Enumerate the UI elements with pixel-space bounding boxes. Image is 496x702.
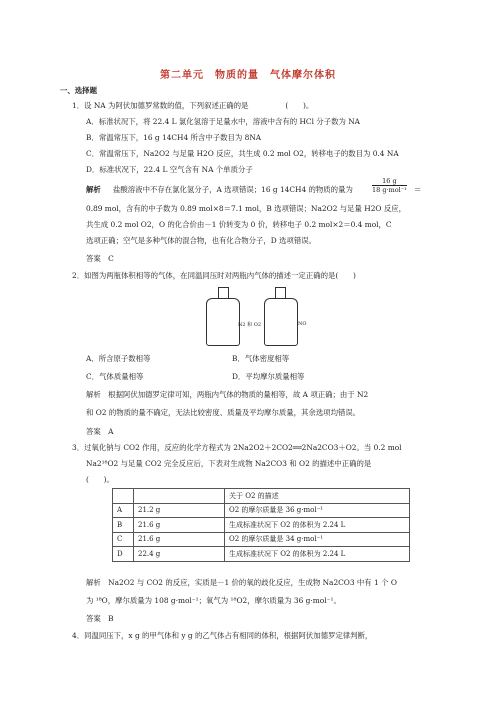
q2-explanation-2: 和 O2 的物质的量不确定，无法比较密度、质量及平均摩尔质量，其余选项均错误。 — [86, 408, 361, 417]
q2-answer: 答案 A — [86, 427, 114, 436]
table-header-row — [113, 489, 410, 504]
q1-explanation-1: 盐酸溶液中不存在氯化氢分子，A 选项错误；16 g 14CH4 的物质的量为 — [113, 185, 353, 194]
q2-option-b: B．气体密度相等 — [232, 354, 290, 363]
q3-options-table — [112, 488, 410, 562]
bottle-2-label: NO — [298, 321, 307, 327]
fraction-numerator: 16 g — [372, 177, 407, 186]
q1-fraction — [372, 177, 407, 194]
table-cell-o2-description: O2 的摩尔质量是 34 g·mol⁻¹ — [225, 532, 410, 547]
table-cell-option: C — [113, 532, 134, 547]
q2-option-a: A．所含原子数相等 — [86, 354, 151, 363]
page-title: 第二单元 物质的量 气体摩尔体积 — [160, 70, 336, 81]
table-cell-o2-description: 生成标准状况下 O2 的体积为 2.24 L — [225, 518, 410, 533]
table-cell-o2-description: 生成标准状况下 O2 的体积为 2.24 L — [225, 547, 410, 562]
table-cell-mass: 21.6 g — [134, 532, 225, 547]
q1-explanation-2: 0.89 mol，含有的中子数为 0.89 mol×8＝7.1 mol，B 选项错误；Na2O2 与足量 H2O 反应， — [86, 204, 406, 213]
q1-option-d: D．标准状况下，22.4 L 空气含有 NA 个单质分子 — [86, 165, 253, 174]
table-cell-option: D — [113, 547, 134, 562]
q1-explanation-3: 共生成 0.2 mol O2，O 的化合价由－1 价转变为 0 价，转移电子 0.2 mol×2＝0.4 mol，C — [86, 220, 392, 229]
q1-stem: 1．设 NA 为阿伏加德罗常数的值，下列叙述正确的是 ( )。 — [72, 101, 314, 110]
table-header-cell: 关于 O2 的描述 — [225, 489, 410, 504]
q3-stem-2: Na2¹⁸O2 与足量 CO2 完全反应后，下表对生成物 Na2CO3 和 O2 的描述中正确的是 — [86, 459, 372, 468]
bottle-1-label: N2 和 O2 — [238, 322, 262, 328]
table-row — [113, 503, 410, 518]
table-header-cell — [134, 489, 225, 504]
bottle-1 — [206, 298, 240, 346]
q3-answer: 答案 B — [86, 614, 114, 623]
table-row — [113, 518, 410, 533]
table-header-cell — [113, 489, 134, 504]
q1-explanation-4: 选项正确；空气是多种气体的混合物，也有化合物分子，D 选项错误。 — [86, 236, 316, 245]
q2-option-d: D．平均摩尔质量相等 — [232, 372, 305, 381]
table-cell-mass: 22.4 g — [134, 547, 225, 562]
table-cell-option: A — [113, 503, 134, 518]
q1-option-b: B．常温常压下，16 g 14CH4 所含中子数目为 8NA — [86, 133, 262, 142]
q1-option-a: A．标准状况下，将 22.4 L 氯化氢溶于足量水中，溶液中含有的 HCl 分子数为 NA — [86, 117, 361, 126]
q3-explanation-1: 解析 Na2O2 与 CO2 的反应，实质是－1 价的氧的歧化反应，生成物 Na2CO3 中有 1 个 O — [86, 578, 397, 587]
q3-explanation-2: 为 ¹⁸O，摩尔质量为 108 g·mol⁻¹；氧气为 ¹⁸O2，摩尔质量为 36 g·mol⁻¹。 — [86, 596, 341, 605]
q2-stem: 2．如图为两瓶体积相等的气体，在同温同压时对两瓶内气体的描述一定正确的是( ) — [72, 271, 356, 280]
fraction-equals: ＝ — [414, 185, 422, 194]
section-heading: 一、选择题 — [60, 86, 97, 95]
table-cell-mass: 21.2 g — [134, 503, 225, 518]
q4-stem: 4．同温同压下，x g 的甲气体和 y g 的乙气体占有相同的体积，根据阿伏加德罗定律判断， — [72, 631, 373, 640]
q1-answer: 答案 C — [86, 254, 114, 263]
bottle-2 — [264, 298, 298, 346]
q3-stem-3: ( )。 — [86, 475, 114, 484]
q3-stem-1: 3．过氧化钠与 CO2 作用，反应的化学方程式为 2Na2O2＋2CO2══2Na2CO3＋O2。当 0.2 mol — [72, 443, 402, 452]
q2-explanation-1: 解析 根据阿伏加德罗定律可知，两瓶内气体的物质的量相等，故 A 项正确；由于 N2 — [86, 390, 369, 399]
q1-option-c: C．常温常压下，Na2O2 与足量 H2O 反应，共生成 0.2 mol O2，转移电子的数目为 0.4 NA — [86, 149, 399, 158]
table-cell-option: B — [113, 518, 134, 533]
q2-option-c: C．气体质量相等 — [86, 372, 144, 381]
table-cell-o2-description: O2 的摩尔质量是 36 g·mol⁻¹ — [225, 503, 410, 518]
table-row — [113, 547, 410, 562]
table-row — [113, 532, 410, 547]
q1-explanation-label: 解析 — [86, 185, 101, 194]
fraction-denominator: 18 g·mol⁻¹ — [372, 186, 407, 194]
table-cell-mass: 21.6 g — [134, 518, 225, 533]
